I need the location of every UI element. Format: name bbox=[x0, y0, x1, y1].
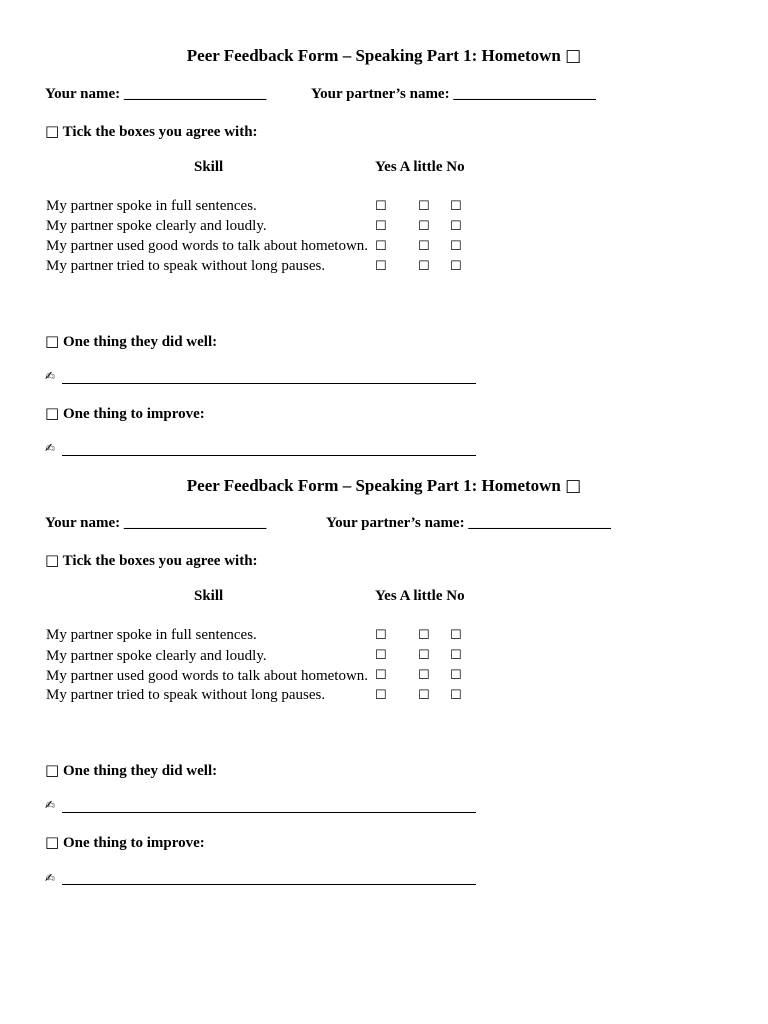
skill-row-1-label: My partner spoke in full sentences. bbox=[46, 627, 257, 643]
row-1-a-little-checkbox[interactable]: ☐ bbox=[418, 628, 430, 643]
check-icon: □ bbox=[45, 551, 60, 569]
partner-name-field[interactable]: Your partner’s name: ___________________ bbox=[326, 515, 611, 531]
did-well-text: One thing they did well: bbox=[62, 763, 218, 779]
row-1-no-checkbox[interactable]: ☐ bbox=[450, 199, 462, 214]
did-well-answer-line[interactable] bbox=[62, 812, 476, 813]
skill-row-2-label: My partner spoke clearly and loudly. bbox=[46, 648, 267, 664]
row-2-a-little-checkbox[interactable]: ☐ bbox=[418, 648, 430, 663]
row-3-no-checkbox[interactable]: ☐ bbox=[450, 668, 462, 683]
pen-icon: ✍ bbox=[45, 798, 56, 812]
row-4-a-little-checkbox[interactable]: ☐ bbox=[418, 259, 430, 274]
row-3-no-checkbox[interactable]: ☐ bbox=[450, 239, 462, 254]
partner-name-field[interactable]: Your partner’s name: ___________________ bbox=[311, 86, 596, 102]
skill-row-3-label: My partner used good words to talk about hometown. bbox=[46, 668, 369, 684]
skill-column-header: Skill bbox=[194, 588, 224, 604]
tick-instruction-text: Tick the boxes you agree with: bbox=[62, 553, 258, 569]
your-name-field[interactable]: Your name: ___________________ bbox=[45, 515, 267, 531]
skill-row-2-label: My partner spoke clearly and loudly. bbox=[46, 218, 267, 234]
row-3-yes-checkbox[interactable]: ☐ bbox=[375, 239, 387, 254]
check-icon: □ bbox=[45, 122, 60, 140]
improve-answer-line[interactable] bbox=[62, 455, 476, 456]
improve-text: One thing to improve: bbox=[62, 406, 205, 422]
skill-row-4-label: My partner tried to speak without long pauses. bbox=[46, 687, 326, 703]
row-1-yes-checkbox[interactable]: ☐ bbox=[375, 628, 387, 643]
form-title-text: Peer Feedback Form – Speaking Part 1: Hometown bbox=[186, 46, 561, 65]
improve-answer-line[interactable] bbox=[62, 884, 476, 885]
skill-column-header: Skill bbox=[194, 159, 224, 175]
row-3-a-little-checkbox[interactable]: ☐ bbox=[418, 668, 430, 683]
pen-icon: ✍ bbox=[45, 871, 56, 885]
did-well-heading bbox=[45, 332, 217, 351]
did-well-heading bbox=[45, 761, 217, 780]
your-name-field[interactable]: Your name: ___________________ bbox=[45, 86, 267, 102]
tick-instruction bbox=[45, 551, 258, 570]
row-3-yes-checkbox[interactable]: ☐ bbox=[375, 668, 387, 683]
tick-instruction-text: Tick the boxes you agree with: bbox=[62, 124, 258, 140]
skill-row-3-label: My partner used good words to talk about hometown. bbox=[46, 238, 369, 254]
row-4-yes-checkbox[interactable]: ☐ bbox=[375, 688, 387, 703]
rating-column-header: Yes A little No bbox=[375, 588, 465, 604]
rating-column-header: Yes A little No bbox=[375, 159, 465, 175]
skill-row-1-label: My partner spoke in full sentences. bbox=[46, 198, 257, 214]
improve-heading bbox=[45, 833, 205, 852]
pen-icon: ✍ bbox=[45, 441, 56, 455]
row-4-no-checkbox[interactable]: ☐ bbox=[450, 259, 462, 274]
skill-row-4-label: My partner tried to speak without long pauses. bbox=[46, 258, 326, 274]
star-icon: □ bbox=[45, 332, 60, 350]
row-3-a-little-checkbox[interactable]: ☐ bbox=[418, 239, 430, 254]
improve-text: One thing to improve: bbox=[62, 835, 205, 851]
tick-instruction bbox=[45, 122, 258, 141]
star-icon: □ bbox=[45, 761, 60, 779]
improve-heading bbox=[45, 404, 205, 423]
pen-icon: ✍ bbox=[45, 369, 56, 383]
row-2-yes-checkbox[interactable]: ☐ bbox=[375, 219, 387, 234]
target-icon: □ bbox=[45, 404, 60, 422]
form-title bbox=[0, 46, 768, 66]
target-icon: □ bbox=[45, 833, 60, 851]
did-well-answer-line[interactable] bbox=[62, 383, 476, 384]
row-4-no-checkbox[interactable]: ☐ bbox=[450, 688, 462, 703]
row-2-yes-checkbox[interactable]: ☐ bbox=[375, 648, 387, 663]
row-1-yes-checkbox[interactable]: ☐ bbox=[375, 199, 387, 214]
row-1-a-little-checkbox[interactable]: ☐ bbox=[418, 199, 430, 214]
row-2-a-little-checkbox[interactable]: ☐ bbox=[418, 219, 430, 234]
row-2-no-checkbox[interactable]: ☐ bbox=[450, 648, 462, 663]
row-4-yes-checkbox[interactable]: ☐ bbox=[375, 259, 387, 274]
form-title bbox=[0, 476, 768, 496]
did-well-text: One thing they did well: bbox=[62, 334, 218, 350]
row-4-a-little-checkbox[interactable]: ☐ bbox=[418, 688, 430, 703]
row-1-no-checkbox[interactable]: ☐ bbox=[450, 628, 462, 643]
form-title-text: Peer Feedback Form – Speaking Part 1: Hometown bbox=[186, 476, 561, 495]
hometown-icon: □ bbox=[565, 476, 582, 496]
hometown-icon: □ bbox=[565, 46, 582, 66]
row-2-no-checkbox[interactable]: ☐ bbox=[450, 219, 462, 234]
